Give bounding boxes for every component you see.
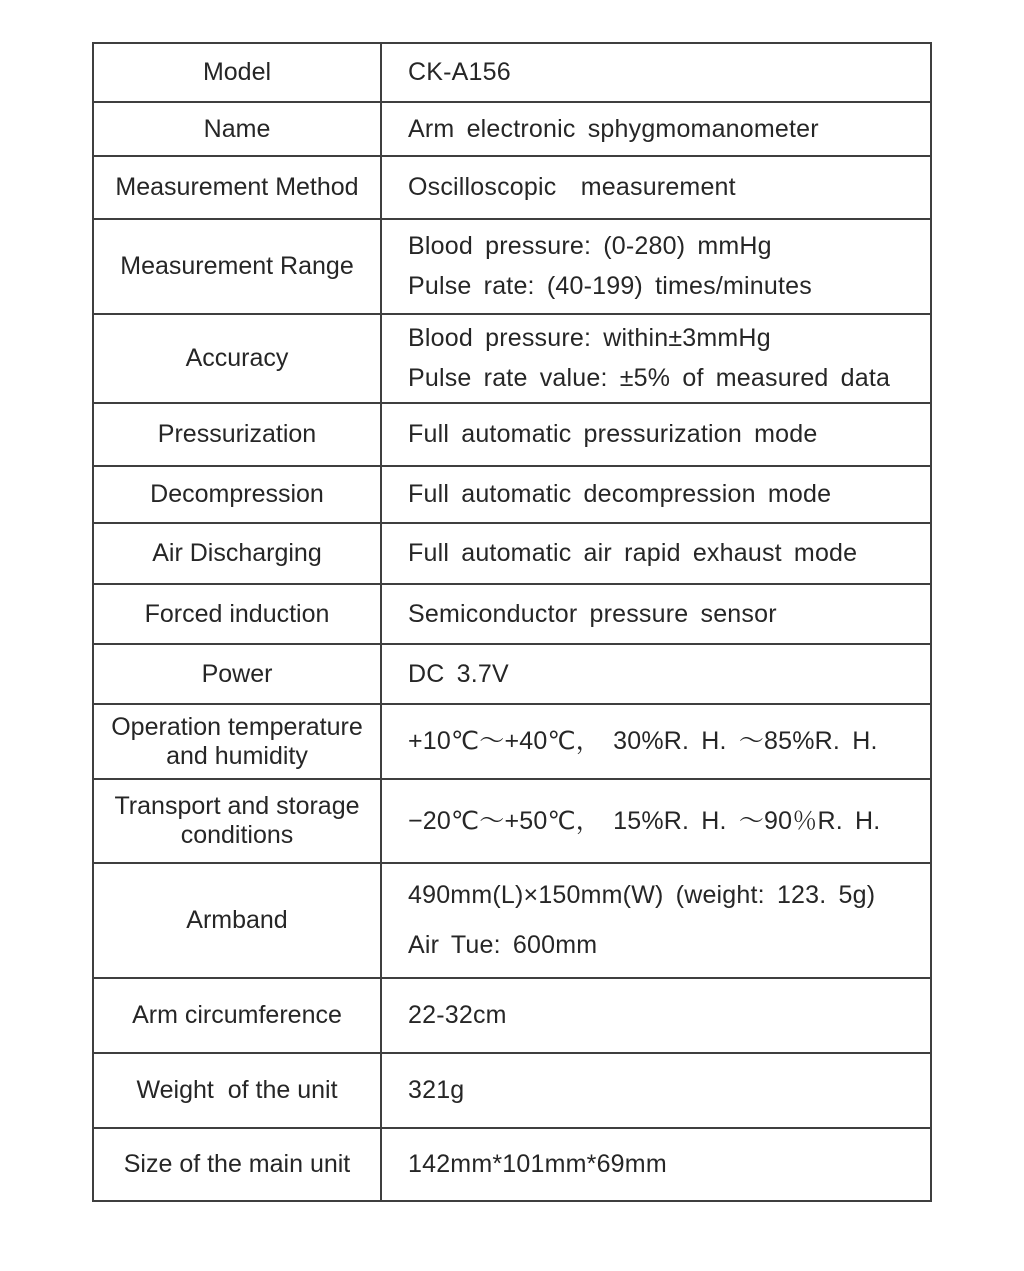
table-row-transport-storage: [93, 779, 931, 863]
table-row-decompression: [93, 466, 931, 523]
spec-value-line: Full automatic decompression mode: [408, 480, 832, 508]
spec-value: [381, 219, 931, 314]
table-row-model: [93, 43, 931, 102]
spec-label: Armband: [93, 863, 381, 978]
spec-value-line: Air Tue: 600mm: [408, 931, 598, 959]
spec-label: Forced induction: [93, 584, 381, 644]
spec-label: Transport and storage conditions: [93, 779, 381, 863]
spec-value-line: Pulse rate value: ±5% of measured data: [408, 364, 891, 392]
spec-label: Size of the main unit: [93, 1128, 381, 1201]
spec-value-line: +10℃～+40℃， 30%R. H. ～85%R. H.: [408, 727, 878, 755]
table-row-unit-size: [93, 1128, 931, 1201]
table-row-accuracy: [93, 314, 931, 403]
table-row-air-discharging: [93, 523, 931, 584]
spec-value-line: DC 3.7V: [408, 659, 509, 688]
spec-value: [381, 314, 931, 403]
spec-value: [381, 523, 931, 584]
table-row-name: [93, 102, 931, 156]
spec-value-line: Semiconductor pressure sensor: [408, 599, 777, 628]
spec-value-line: Blood pressure: within±3mmHg: [408, 324, 771, 352]
spec-label: Accuracy: [93, 314, 381, 403]
spec-value-line: 22-32cm: [408, 1001, 507, 1029]
specifications-table: [92, 42, 932, 1202]
spec-value-line: 490mm(L)×150mm(W) (weight: 123. 5g): [408, 881, 876, 909]
spec-value: [381, 156, 931, 219]
spec-label: Name: [93, 102, 381, 156]
spec-value: [381, 466, 931, 523]
table-row-armband: [93, 863, 931, 978]
spec-value-line: Full automatic pressurization mode: [408, 420, 818, 448]
table-row-operation-temperature: [93, 704, 931, 779]
spec-value: [381, 584, 931, 644]
spec-label: Air Discharging: [93, 523, 381, 584]
table-row-measurement-range: [93, 219, 931, 314]
table-row-measurement-method: [93, 156, 931, 219]
spec-label: Decompression: [93, 466, 381, 523]
spec-value-line: Arm electronic sphygmomanometer: [408, 114, 819, 143]
spec-value-line: Blood pressure: (0-280) mmHg: [408, 232, 772, 260]
spec-value-line: Full automatic air rapid exhaust mode: [408, 539, 858, 567]
spec-value: [381, 1128, 931, 1201]
spec-label: Arm circumference: [93, 978, 381, 1053]
spec-value: [381, 403, 931, 466]
spec-value: [381, 644, 931, 704]
spec-label: Power: [93, 644, 381, 704]
spec-value: [381, 978, 931, 1053]
spec-label: Measurement Method: [93, 156, 381, 219]
spec-label: Operation temperature and humidity: [93, 704, 381, 779]
spec-value: [381, 863, 931, 978]
spec-value: [381, 779, 931, 863]
spec-value-line: Oscilloscopic measurement: [408, 173, 736, 201]
spec-value-line: 321g: [408, 1076, 465, 1104]
spec-label: Pressurization: [93, 403, 381, 466]
table-row-arm-circumference: [93, 978, 931, 1053]
table-row-unit-weight: [93, 1053, 931, 1128]
table-row-power: [93, 644, 931, 704]
spec-value: [381, 102, 931, 156]
spec-value-line: −20℃～+50℃， 15%R. H. ～90％R. H.: [408, 806, 881, 835]
spec-value: [381, 1053, 931, 1128]
spec-value: [381, 43, 931, 102]
spec-value-line: 142mm*101mm*69mm: [408, 1150, 667, 1178]
spec-value-line: Pulse rate: (40-199) times/minutes: [408, 272, 812, 300]
spec-label: Model: [93, 43, 381, 102]
table-row-forced-induction: [93, 584, 931, 644]
table-row-pressurization: [93, 403, 931, 466]
spec-value: [381, 704, 931, 779]
spec-label: Measurement Range: [93, 219, 381, 314]
spec-value-line: CK-A156: [408, 58, 511, 86]
spec-label: Weight of the unit: [93, 1053, 381, 1128]
